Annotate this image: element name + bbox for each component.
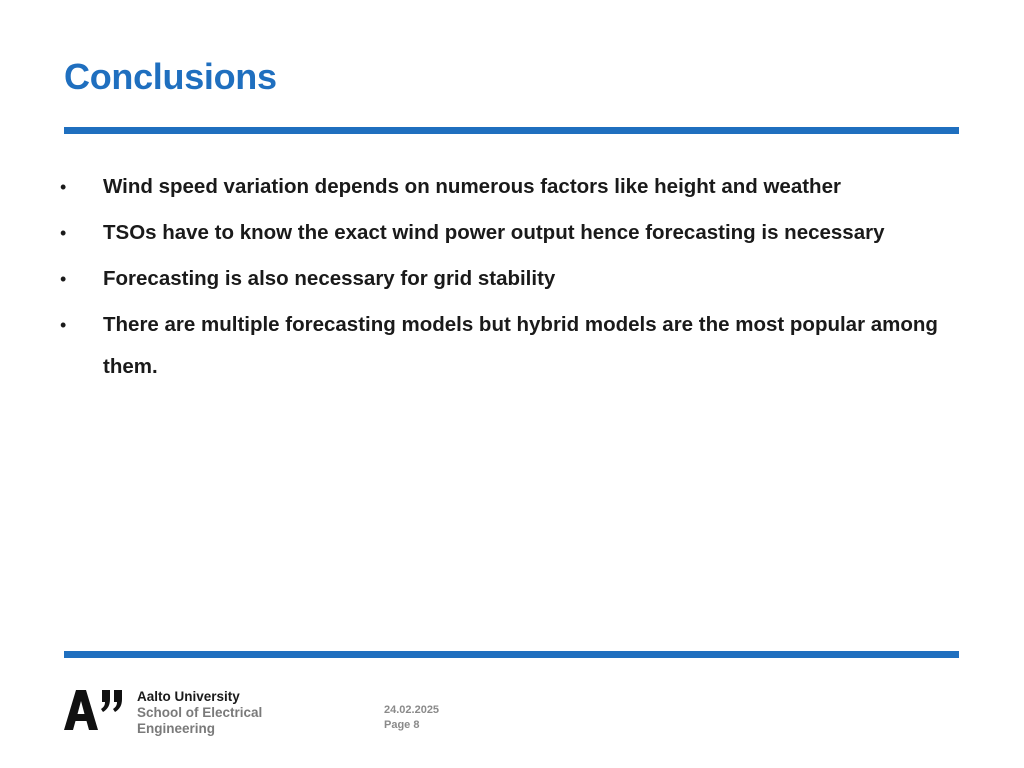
bullet-item <box>60 173 980 201</box>
bullet-text: There are multiple forecasting models but hybrid models are the most popular among them. <box>103 313 938 378</box>
university-wordmark <box>137 689 262 737</box>
university-name: Aalto University <box>137 689 240 704</box>
page-number: Page 8 <box>384 719 420 731</box>
title-divider <box>64 127 959 134</box>
school-name-line1: School of Electrical <box>137 705 263 720</box>
slide-title: Conclusions <box>64 56 277 97</box>
bullet-text: TSOs have to know the exact wind power output hence forecasting is necessary <box>103 221 885 244</box>
bullet-marker: • <box>60 177 67 197</box>
school-name-line2: Engineering <box>137 721 216 736</box>
bullet-list <box>60 173 980 406</box>
bullet-text: Wind speed variation depends on numerous factors like height and weather <box>103 175 841 198</box>
bullet-item <box>60 304 980 388</box>
bullet-item <box>60 219 980 247</box>
bullet-marker: • <box>60 315 67 335</box>
footer-meta <box>384 703 439 733</box>
slide-date: 24.02.2025 <box>384 704 440 716</box>
bullet-item <box>60 265 980 293</box>
bullet-text: Forecasting is also necessary for grid stability <box>103 267 556 290</box>
aalto-logo-icon <box>64 688 126 732</box>
bullet-marker: • <box>60 269 67 289</box>
bullet-marker: • <box>60 223 67 243</box>
footer-divider <box>64 651 959 658</box>
